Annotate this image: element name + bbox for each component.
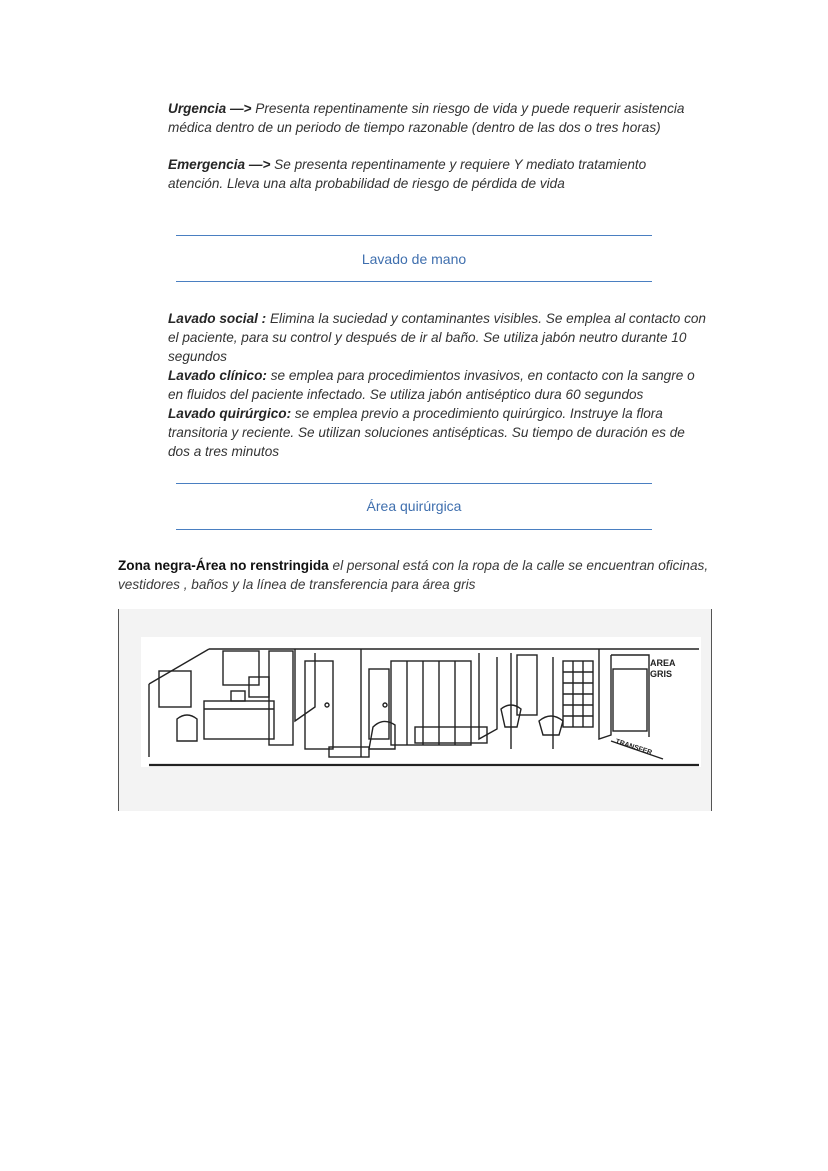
zona-negra-label: Zona negra-Área no renstringida	[118, 558, 329, 573]
divider	[176, 529, 652, 530]
area-quirurgica-heading: Área quirúrgica	[366, 498, 462, 514]
emergencia-definition	[168, 155, 713, 193]
lavado-quirurgico-text-3: dos a tres minutos	[168, 444, 280, 459]
lavado-clinico-text-1: se emplea para procedimientos invasivos, en contacto con la sangre o	[266, 368, 695, 383]
lavado-quirurgico-text-1: se emplea previo a procedimiento quirúrgico. Instruye la flora	[291, 406, 663, 421]
lavado-heading: Lavado de mano	[361, 251, 467, 267]
lavado-quirurgico-label: Lavado quirúrgico:	[168, 406, 292, 421]
emergencia-text-1: Se presenta repentinamente y requiere Y mediato tratamiento	[270, 157, 647, 172]
zona-negra-description	[118, 556, 718, 594]
emergencia-label: Emergencia —>	[168, 157, 271, 172]
lavado-clinico-text-2: en fluidos del paciente infectado. Se utiliza jabón antiséptico dura 60 segundos	[168, 387, 644, 402]
emergencia-text-2: atención. Lleva una alta probabilidad de riesgo de pérdida de vida	[168, 176, 565, 191]
lavado-social-text-1: Elimina la suciedad y contaminantes visibles. Se emplea al contacto con	[266, 311, 706, 326]
lavado-clinico-label: Lavado clínico:	[168, 368, 267, 383]
lavado-section	[168, 309, 713, 461]
divider	[176, 235, 652, 236]
lavado-social-text-3: segundos	[168, 349, 227, 364]
divider	[176, 483, 652, 484]
urgencia-label: Urgencia —>	[168, 101, 252, 116]
transfer-label: TRANSFER	[614, 738, 653, 757]
urgencia-text-2: médica dentro de un periodo de tiempo razonable (dentro de las dos o tres horas)	[168, 120, 661, 135]
zona-negra-text-1: el personal está con la ropa de la calle se encuentran oficinas,	[328, 558, 709, 573]
urgencia-definition	[168, 99, 713, 137]
zona-negra-illustration	[118, 609, 712, 811]
lavado-social-label: Lavado social :	[168, 311, 267, 326]
zona-negra-text-2: vestidores , baños y la línea de transferencia para área gris	[118, 577, 476, 592]
area-gris-label-2: GRIS	[650, 669, 673, 679]
divider	[176, 281, 652, 282]
lavado-social-text-2: el paciente, para su control y después de ir al baño. Se utiliza jabón neutro durante 10	[168, 330, 687, 345]
lavado-quirurgico-text-2: transitoria y reciente. Se utilizan soluciones antisépticas. Su tiempo de duración es de	[168, 425, 685, 440]
area-gris-label-1: AREA	[650, 658, 676, 668]
floorplan-drawing	[119, 609, 711, 811]
urgencia-text-1: Presenta repentinamente sin riesgo de vida y puede requerir asistencia	[251, 101, 685, 116]
